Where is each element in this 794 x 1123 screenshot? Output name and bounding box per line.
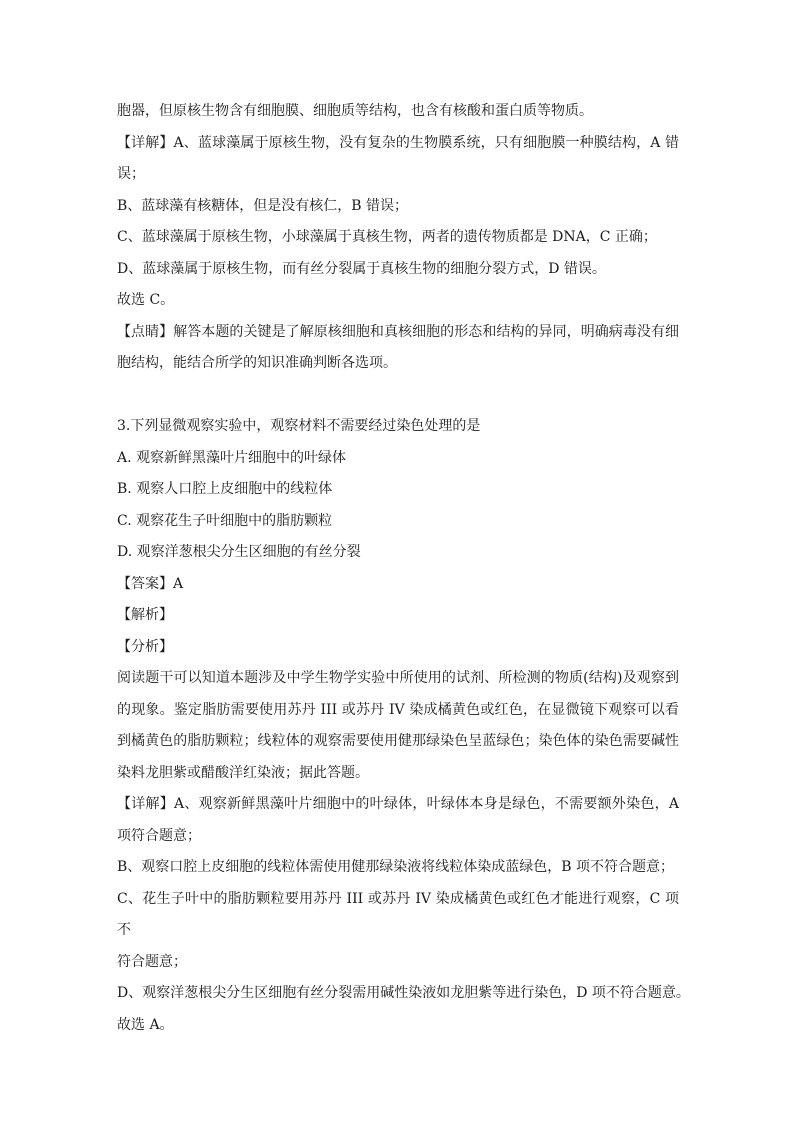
question-stem: 3.下列显微观察实验中，观察材料不需要经过染色处理的是 — [117, 418, 481, 434]
text-line: 符合题意； — [117, 953, 187, 970]
text-line: 到橘黄色的脂肪颗粒；线粒体的观察需要使用健那绿染色呈蓝绿色；染色体的染色需要碱性 — [117, 733, 679, 749]
text-line: 故选 C。 — [117, 292, 175, 308]
text-line: 胞结构，能结合所学的知识准确判断各选项。 — [117, 355, 397, 371]
text-line: B、蓝球藻有核糖体，但是没有核仁，B 错误； — [117, 197, 409, 214]
text-line: B、观察口腔上皮细胞的线粒体需使用健那绿染液将线粒体染成蓝绿色，B 项不符合题意； — [117, 859, 675, 875]
text-line: 故选 A。 — [117, 1016, 174, 1033]
text-line: 误； — [117, 166, 145, 182]
text-line: 阅读题干可以知道本题涉及中学生物学实验中所使用的试剂、所检测的物质(结构)及观察到 — [117, 670, 679, 686]
option-d: D. 观察洋葱根尖分生区细胞的有丝分裂 — [117, 544, 361, 560]
text-line: 【详解】A、蓝球藻属于原核生物，没有复杂的生物膜系统，只有细胞膜一种膜结构，A 错 — [117, 134, 679, 151]
option-a: A. 观察新鲜黑藻叶片细胞中的叶绿体 — [117, 449, 347, 466]
answer-line: 【答案】A — [117, 575, 184, 592]
text-line: 【详解】A、观察新鲜黑藻叶片细胞中的叶绿体，叶绿体本身是绿色，不需要额外染色，A — [117, 796, 679, 812]
text-line: C、花生子叶中的脂肪颗粒要用苏丹 III 或苏丹 IV 染成橘黄色或红色才能进行观察，C 项不 — [117, 890, 679, 938]
text-line: C、蓝球藻属于原核生物，小球藻属于真核生物，两者的遗传物质都是 DNA，C 正确； — [117, 229, 657, 245]
text-line: 染料龙胆紫或醋酸洋红染液；据此答题。 — [117, 764, 369, 781]
text-line: 胞器，但原核生物含有细胞膜、细胞质等结构，也含有核酸和蛋白质等物质。 — [117, 103, 593, 119]
text-line: D、观察洋葱根尖分生区细胞有丝分裂需用碱性染液如龙胆紫等进行染色，D 项不符合题意。 — [117, 985, 690, 1001]
blank-line — [117, 380, 679, 412]
option-c: C. 观察花生子叶细胞中的脂肪颗粒 — [117, 512, 333, 529]
section-heading: 【分析】 — [117, 638, 173, 655]
text-line: 项符合题意； — [117, 827, 201, 844]
text-line: D、蓝球藻属于原核生物，而有丝分裂属于真核生物的细胞分裂方式，D 错误。 — [117, 260, 606, 277]
text-line: 【点睛】解答本题的关键是了解原核细胞和真核细胞的形态和结构的异同，明确病毒没有细 — [117, 323, 679, 340]
document-page — [117, 96, 690, 1041]
option-b: B. 观察人口腔上皮细胞中的线粒体 — [117, 481, 333, 497]
text-line: 的现象。鉴定脂肪需要使用苏丹 III 或苏丹 IV 染成橘黄色或红色，在显微镜下观察可以看 — [117, 701, 679, 718]
section-heading: 【解析】 — [117, 607, 173, 623]
